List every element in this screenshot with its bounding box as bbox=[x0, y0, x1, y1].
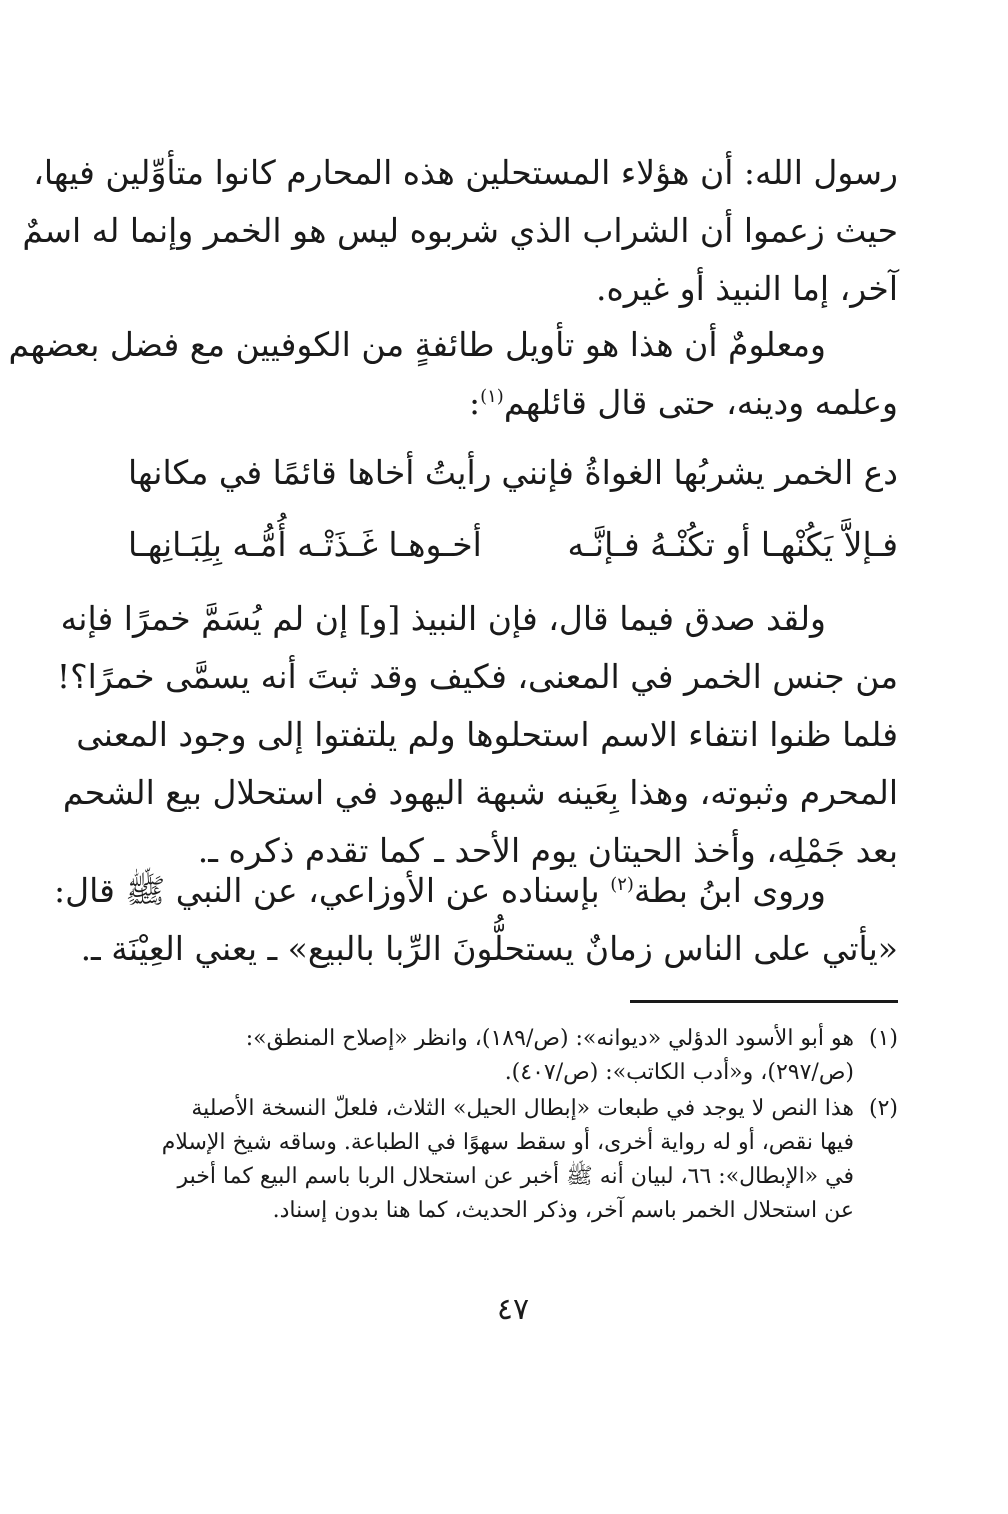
footnote-line: في «الإبطال»: ٦٦، لبيان أنه ﷺ أخبر عن استحلال الربا باسم البيع كما أخبر bbox=[177, 1164, 854, 1189]
footnote-line: فيها نقص، أو له رواية أخرى، أو سقط سهوًا في الطباعة. وساقه شيخ الإسلام bbox=[161, 1130, 854, 1155]
book-page bbox=[8, 0, 898, 1514]
paragraph-text: وروى ابنُ بطة bbox=[633, 871, 826, 910]
paragraph-line: آخر، إما النبيذ أو غيره. bbox=[595, 269, 898, 308]
footnote-2 bbox=[128, 1092, 898, 1228]
paragraph-1 bbox=[22, 144, 898, 318]
footnote-separator bbox=[630, 1000, 898, 1003]
paragraph-line: «يأتي على الناس زمانٌ يستحلُّونَ الرِّبا بالبيع» ـ يعني العِيْنَة ـ. bbox=[80, 929, 898, 968]
verse-line-2 bbox=[128, 516, 898, 574]
paragraph-text: بإسناده عن الأوزاعي، عن النبي ﷺ قال: bbox=[53, 871, 611, 910]
footnote-line: (ص/٢٩٧)، و«أدب الكاتب»: (ص/٤٠٧). bbox=[504, 1060, 854, 1085]
paragraph-text: : bbox=[468, 383, 481, 422]
footnotes bbox=[128, 1022, 898, 1230]
paragraph-line: بعد جَمْلِه، وأخذ الحيتان يوم الأحد ـ كما تقدم ذكره ـ. bbox=[197, 831, 898, 870]
footnote-1 bbox=[128, 1022, 898, 1090]
footnote-number: (٢) bbox=[868, 1096, 898, 1121]
paragraph-line: ومعلومٌ أن هذا هو تأويل طائفةٍ من الكوفيين مع فضل بعضهم bbox=[8, 325, 826, 364]
footnote-line: عن استحلال الخمر باسم آخر، وذكر الحديث، كما هنا بدون إسناد. bbox=[272, 1198, 854, 1223]
paragraph-line bbox=[128, 374, 898, 432]
paragraph-line: رسول الله: أن هؤلاء المستحلين هذه المحارم كانوا متأوِّلين فيها، bbox=[33, 153, 898, 192]
verse-hemistich-first: دع الخمر يشربُها الغواةُ فإنني bbox=[501, 453, 898, 492]
footnote-body bbox=[128, 1092, 854, 1228]
verse-hemistich-first: فـإلاَّ يَكُنْهـا أو تكُنْـهُ فـإنَّـه bbox=[567, 525, 898, 564]
verse-line-1 bbox=[128, 444, 898, 502]
verse-hemistich-second: رأيتُ أخاها قائمًا في مكانها bbox=[128, 453, 492, 492]
paragraph-line: فلما ظنوا انتفاء الاسم استحلوها ولم يلتفتوا إلى وجود المعنى bbox=[76, 715, 898, 754]
page-number: ٤٧ bbox=[496, 1292, 530, 1327]
paragraph-2 bbox=[8, 316, 898, 432]
paragraph-line: المحرم وثبوته، وهذا بِعَينه شبهة اليهود في استحلال بيع الشحم bbox=[62, 773, 898, 812]
verse-hemistich-second: أخـوهـا غَـذَتْـه أُمُّـه بِلِبَـانِهـا bbox=[128, 525, 482, 564]
paragraph-line: من جنس الخمر في المعنى، فكيف وقد ثبتَ أنه يسمَّى خمرًا؟! bbox=[56, 657, 898, 696]
footnote-ref-2: (٢) bbox=[610, 874, 634, 895]
footnote-ref-1: (١) bbox=[480, 386, 504, 407]
paragraph-4 bbox=[53, 862, 898, 978]
paragraph-3 bbox=[56, 590, 898, 880]
paragraph-line bbox=[53, 862, 898, 920]
paragraph-line: حيث زعموا أن الشراب الذي شربوه ليس هو الخمر وإنما له اسمٌ bbox=[22, 211, 898, 250]
footnote-line: هو أبو الأسود الدؤلي «ديوانه»: (ص/١٨٩)، وانظر «إصلاح المنطق»: bbox=[245, 1026, 854, 1051]
footnote-line: هذا النص لا يوجد في طبعات «إبطال الحيل» الثلاث، فلعلّ النسخة الأصلية bbox=[191, 1096, 854, 1121]
footnote-body bbox=[128, 1022, 854, 1090]
footnote-number: (١) bbox=[868, 1026, 898, 1051]
paragraph-line: ولقد صدق فيما قال، فإن النبيذ [و] إن لم يُسَمَّ خمرًا فإنه bbox=[60, 599, 826, 638]
paragraph-text: وعلمه ودينه، حتى قال قائلهم bbox=[503, 383, 898, 422]
